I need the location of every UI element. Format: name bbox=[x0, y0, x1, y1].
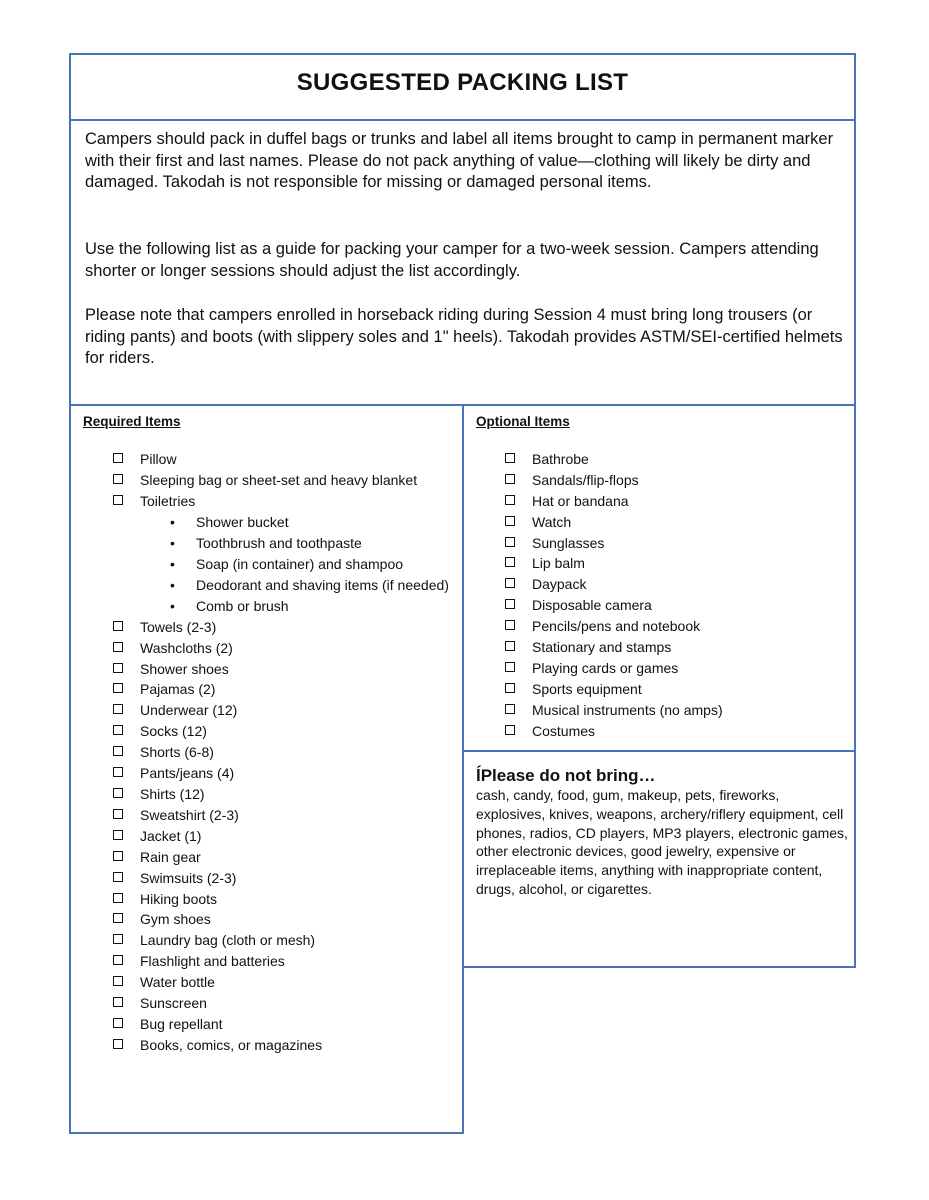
item-label: Playing cards or games bbox=[532, 659, 679, 676]
list-item bbox=[113, 974, 453, 995]
item-label: Shower bucket bbox=[196, 514, 289, 530]
list-item bbox=[505, 451, 845, 472]
item-label: Gym shoes bbox=[140, 911, 211, 927]
checkbox-icon[interactable] bbox=[113, 830, 123, 840]
list-item bbox=[113, 1037, 453, 1058]
list-item bbox=[113, 744, 453, 765]
list-item bbox=[113, 640, 453, 661]
item-label: Watch bbox=[532, 513, 572, 530]
checkbox-icon[interactable] bbox=[505, 557, 515, 567]
checkbox-icon[interactable] bbox=[113, 913, 123, 923]
sub-list-item bbox=[113, 556, 453, 577]
item-label: Hiking boots bbox=[140, 891, 218, 907]
list-item bbox=[113, 911, 453, 932]
sub-list-item bbox=[113, 598, 453, 619]
list-item bbox=[505, 618, 845, 639]
list-item bbox=[113, 702, 453, 723]
item-label: Flashlight and batteries bbox=[140, 953, 285, 969]
list-item bbox=[505, 535, 845, 556]
do-not-bring-heading: ĺPlease do not bring… bbox=[476, 766, 656, 785]
checkbox-icon[interactable] bbox=[505, 641, 515, 651]
checkbox-icon[interactable] bbox=[113, 453, 123, 463]
item-label: Sleeping bag or sheet-set and heavy blanket bbox=[140, 472, 418, 488]
list-item bbox=[505, 660, 845, 681]
optional-items-list bbox=[505, 451, 845, 743]
item-label: Disposable camera bbox=[532, 597, 652, 614]
list-item bbox=[113, 661, 453, 681]
checkbox-icon[interactable] bbox=[505, 683, 515, 693]
checkbox-icon[interactable] bbox=[505, 620, 515, 630]
list-item bbox=[505, 681, 845, 702]
checkbox-icon[interactable] bbox=[113, 893, 123, 903]
item-label: Hat or bandana bbox=[532, 492, 629, 509]
item-label: Comb or brush bbox=[196, 598, 289, 614]
list-item bbox=[505, 555, 845, 576]
bullet-icon: • bbox=[170, 598, 175, 614]
item-label: Jacket (1) bbox=[140, 828, 202, 844]
bullet-icon: • bbox=[170, 556, 175, 572]
item-label: Lip balm bbox=[532, 555, 585, 572]
item-label: Pajamas (2) bbox=[140, 681, 216, 697]
checkbox-icon[interactable] bbox=[505, 453, 515, 463]
checkbox-icon[interactable] bbox=[505, 725, 515, 735]
checkbox-icon[interactable] bbox=[113, 934, 123, 944]
item-label: Costumes bbox=[532, 722, 596, 739]
list-item bbox=[113, 619, 453, 640]
checkbox-icon[interactable] bbox=[113, 997, 123, 1007]
checkbox-icon[interactable] bbox=[505, 495, 515, 505]
list-item bbox=[505, 472, 845, 493]
item-label: Pants/jeans (4) bbox=[140, 765, 235, 781]
list-item bbox=[505, 702, 845, 723]
checkbox-icon[interactable] bbox=[113, 809, 123, 819]
title-box bbox=[69, 53, 856, 121]
item-label: Deodorant and shaving items (if needed) bbox=[196, 577, 449, 593]
checkbox-icon[interactable] bbox=[505, 662, 515, 672]
item-label: Soap (in container) and shampoo bbox=[196, 556, 404, 572]
checkbox-icon[interactable] bbox=[113, 976, 123, 986]
checkbox-icon[interactable] bbox=[113, 1018, 123, 1028]
list-item bbox=[113, 493, 453, 514]
bullet-icon: • bbox=[170, 514, 175, 530]
item-label: Underwear (12) bbox=[140, 702, 238, 718]
required-items-box bbox=[69, 404, 464, 1134]
item-label: Shirts (12) bbox=[140, 786, 205, 802]
item-label: Swimsuits (2-3) bbox=[140, 870, 237, 886]
list-item bbox=[505, 576, 845, 597]
list-item bbox=[113, 932, 453, 953]
bullet-icon: • bbox=[170, 577, 175, 593]
checkbox-icon[interactable] bbox=[113, 746, 123, 756]
list-item bbox=[113, 451, 453, 472]
checkbox-icon[interactable] bbox=[505, 537, 515, 547]
list-item bbox=[113, 891, 453, 911]
list-item bbox=[505, 723, 845, 744]
item-label: Musical instruments (no amps) bbox=[532, 701, 723, 718]
item-label: Shower shoes bbox=[140, 661, 229, 677]
list-item bbox=[505, 514, 845, 535]
item-label: Water bottle bbox=[140, 974, 215, 990]
list-item bbox=[113, 786, 453, 807]
do-not-bring-box bbox=[462, 750, 856, 968]
intro-box bbox=[69, 119, 856, 406]
bullet-icon: • bbox=[170, 535, 175, 551]
intro-paragraph-2: Use the following list as a guide for packing your camper for a two-week session. Campers attending shorter or longer sessions should adjust the list accordingly. bbox=[85, 240, 819, 280]
item-label: Laundry bag (cloth or mesh) bbox=[140, 932, 316, 948]
list-item bbox=[113, 765, 453, 786]
checkbox-icon[interactable] bbox=[113, 851, 123, 861]
sub-list-item bbox=[113, 577, 453, 598]
checkbox-icon[interactable] bbox=[113, 725, 123, 735]
list-item bbox=[113, 870, 453, 891]
checkbox-icon[interactable] bbox=[113, 1039, 123, 1049]
item-label: Socks (12) bbox=[140, 723, 207, 739]
checkbox-icon[interactable] bbox=[505, 516, 515, 526]
checkbox-icon[interactable] bbox=[505, 474, 515, 484]
checkbox-icon[interactable] bbox=[113, 955, 123, 965]
list-item bbox=[113, 995, 453, 1016]
checkbox-icon[interactable] bbox=[113, 474, 123, 484]
required-items-heading: Required Items bbox=[83, 414, 181, 429]
checkbox-icon[interactable] bbox=[505, 578, 515, 588]
list-item bbox=[113, 681, 453, 702]
list-item bbox=[505, 493, 845, 514]
page-title: SUGGESTED PACKING LIST bbox=[296, 69, 629, 96]
item-label: Sunscreen bbox=[140, 995, 207, 1011]
checkbox-icon[interactable] bbox=[113, 642, 123, 652]
item-label: Toiletries bbox=[140, 493, 196, 509]
intro-paragraph-1: Campers should pack in duffel bags or trunks and label all items brought to camp in permanent marker with their first and last names. Please do not pack anything of value—clothing will likely be dirty and damaged. Takodah is not responsible for missing or damaged personal items. bbox=[85, 130, 834, 191]
checkbox-icon[interactable] bbox=[505, 599, 515, 609]
list-item bbox=[113, 828, 453, 849]
checkbox-icon[interactable] bbox=[113, 767, 123, 777]
intro-paragraph-3: Please note that campers enrolled in horseback riding during Session 4 must bring long trousers (or riding pants) and boots (with slippery soles and 1" heels). Takodah provides ASTM/SEI-certified helmets for riders. bbox=[85, 306, 843, 367]
checkbox-icon[interactable] bbox=[113, 683, 123, 693]
item-label: Daypack bbox=[532, 576, 587, 593]
list-item bbox=[113, 807, 453, 828]
item-label: Pencils/pens and notebook bbox=[532, 618, 701, 635]
item-label: Sports equipment bbox=[532, 680, 642, 697]
item-label: Pillow bbox=[140, 451, 177, 467]
item-label: Bathrobe bbox=[532, 451, 589, 467]
optional-items-box bbox=[462, 404, 856, 754]
item-label: Washcloths (2) bbox=[140, 640, 233, 656]
list-item bbox=[113, 849, 453, 870]
item-label: Sunglasses bbox=[532, 534, 605, 551]
item-label: Shorts (6-8) bbox=[140, 744, 214, 760]
checkbox-icon[interactable] bbox=[505, 704, 515, 714]
item-label: Toothbrush and toothpaste bbox=[196, 535, 362, 551]
sub-list-item bbox=[113, 535, 453, 556]
item-label: Bug repellant bbox=[140, 1016, 223, 1032]
optional-items-heading: Optional Items bbox=[476, 414, 570, 429]
checkbox-icon[interactable] bbox=[113, 495, 123, 505]
required-items-list bbox=[113, 451, 453, 1058]
list-item bbox=[113, 472, 453, 493]
checkbox-icon[interactable] bbox=[113, 621, 123, 631]
do-not-bring-text: cash, candy, food, gum, makeup, pets, fireworks, explosives, knives, weapons, archery/riflery equipment, cell phones, radios, CD players, MP3 players, electronic games, other electronic devices, good jewelry, expensive or irreplaceable items, anything with inappropriate content, drugs, alcohol, or cigarettes. bbox=[476, 787, 848, 897]
list-item bbox=[505, 639, 845, 660]
checkbox-icon[interactable] bbox=[113, 788, 123, 798]
checkbox-icon[interactable] bbox=[113, 872, 123, 882]
list-item bbox=[505, 597, 845, 618]
sub-list-item bbox=[113, 514, 453, 535]
item-label: Books, comics, or magazines bbox=[140, 1037, 323, 1053]
list-item bbox=[113, 723, 453, 744]
item-label: Stationary and stamps bbox=[532, 639, 672, 656]
checkbox-icon[interactable] bbox=[113, 704, 123, 714]
item-label: Sandals/flip-flops bbox=[532, 471, 639, 488]
list-item bbox=[113, 1016, 453, 1037]
list-item bbox=[113, 953, 453, 974]
checkbox-icon[interactable] bbox=[113, 663, 123, 673]
item-label: Rain gear bbox=[140, 849, 201, 865]
item-label: Sweatshirt (2-3) bbox=[140, 807, 239, 823]
item-label: Towels (2-3) bbox=[140, 619, 217, 635]
